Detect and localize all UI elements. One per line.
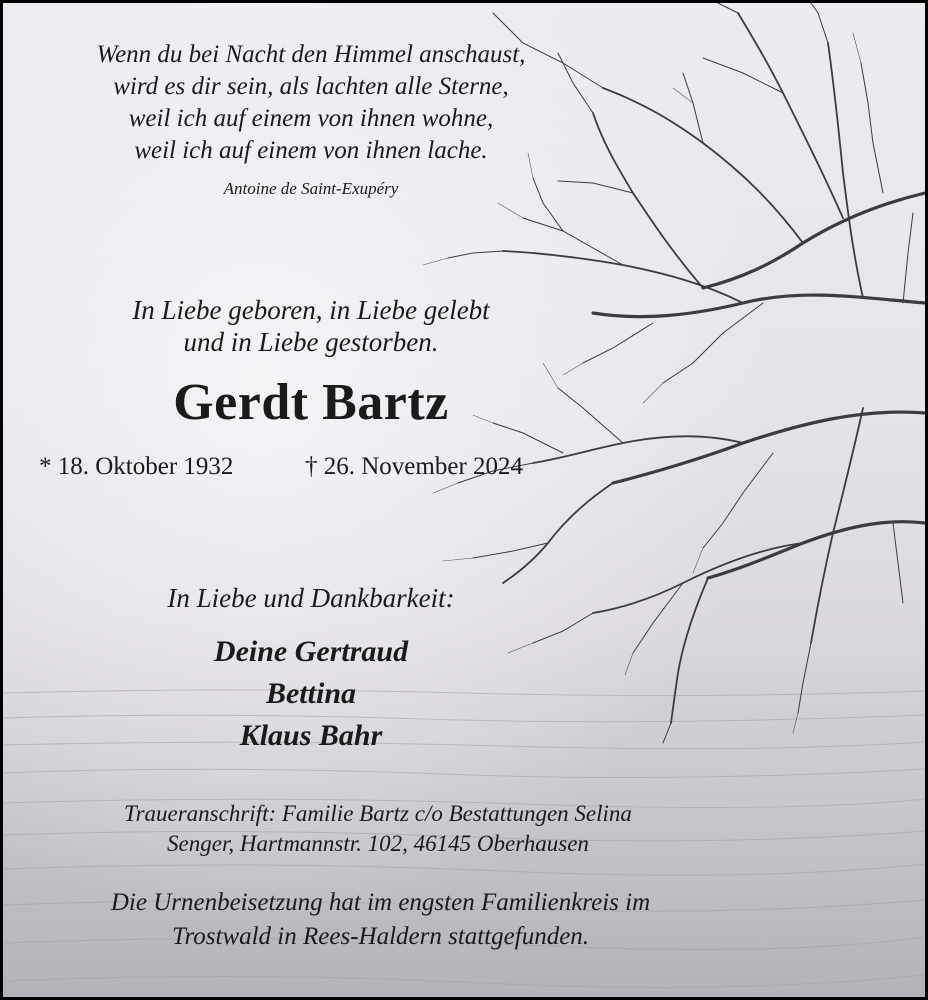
intro-line: und in Liebe gestorben. — [183, 327, 439, 357]
burial-note-line: Trostwald in Rees-Haldern stattgefunden. — [171, 923, 590, 950]
quote-author: Antoine de Saint-Exupéry — [223, 179, 399, 198]
mourner-name: Bettina — [265, 677, 356, 710]
mourner-name: Deine Gertraud — [213, 635, 409, 668]
quote-line: Wenn du bei Nacht den Himmel anschaust, — [96, 41, 526, 68]
quote-line: weil ich auf einem von ihnen wohne, — [128, 105, 494, 132]
quote-line: weil ich auf einem von ihnen lache. — [134, 137, 488, 164]
birth-date: * 18. Oktober 1932 — [39, 453, 234, 480]
mourners-intro: In Liebe und Dankbarkeit: — [167, 583, 455, 613]
deceased-name: Gerdt Bartz — [173, 374, 449, 431]
burial-note-line: Die Urnenbeisetzung hat im engsten Familienkreis im — [110, 889, 651, 916]
quote-line: wird es dir sein, als lachten alle Sterne, — [113, 73, 509, 100]
mourning-address-line: Senger, Hartmannstr. 102, 46145 Oberhausen — [167, 831, 589, 856]
death-date: † 26. November 2024 — [305, 453, 524, 480]
intro-line: In Liebe geboren, in Liebe gelebt — [132, 295, 490, 325]
mourning-address-line: Traueranschrift: Familie Bartz c/o Bestattungen Selina — [124, 801, 632, 826]
mourner-name: Klaus Bahr — [239, 719, 383, 752]
